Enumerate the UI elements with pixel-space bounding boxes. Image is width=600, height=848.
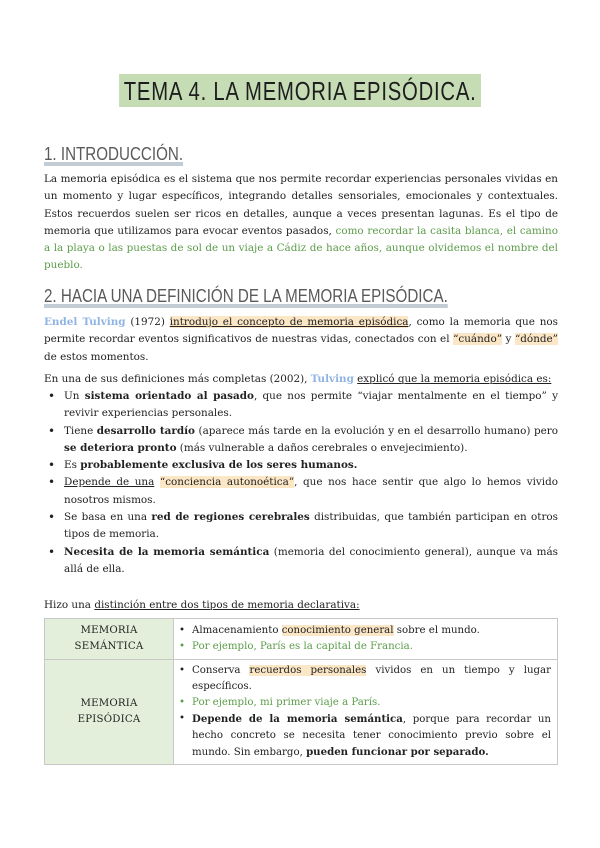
conjunction: y [502, 333, 515, 346]
title-wrap [0, 74, 600, 107]
intro-text: La memoria episódica es el sistema que nos permite recordar experiencias personales vividas en un momento y lugar específicos, integrando detalles sensoriales, emocionales y contextuales. Estos recuerdos suelen ser ricos en detalles, aunque a veces presentan lagunas. Es el tipo de memoria que utilizamos para evocar eventos pasados, [44, 173, 558, 237]
bold-text: red de regiones cerebrales [151, 511, 310, 524]
bold-text: Necesita de la memoria semántica [64, 545, 270, 558]
list-item [174, 711, 551, 761]
list-item [46, 388, 558, 423]
tulving-intro-paragraph [44, 371, 558, 388]
row-label-semantica: MEMORIA SEMÁNTICA [45, 619, 174, 660]
list-item [174, 663, 551, 695]
list-item [46, 474, 558, 509]
comparison-table [44, 618, 558, 765]
tulving-intro-text: En una de sus definiciones más completas (2002), [44, 373, 311, 385]
bold-text: desarrollo tardío [96, 424, 195, 437]
section-heading-definicion: 2. HACIA UNA DEFINICIÓN DE LA MEMORIA EPISÓDICA. [44, 285, 448, 306]
list-item [46, 509, 558, 544]
table-row [45, 660, 558, 765]
highlighted-text: “conciencia autonoética” [159, 476, 295, 489]
highlight-cuando: “cuándo” [453, 333, 503, 346]
text: Es [64, 459, 81, 472]
distinction-paragraph [44, 597, 558, 614]
list-item: • Por ejemplo, mi primer viaje a París. [174, 695, 551, 711]
underlined-text: Depende de una [64, 476, 155, 489]
text: sobre el mundo. [393, 625, 480, 636]
bold-text: pueden funcionar por separado. [306, 746, 489, 758]
underlined-intro: explicó que la memoria episódica es: [357, 373, 552, 385]
bold-text: Depende de la memoria semántica [192, 713, 403, 725]
highlighted-concept: introdujo el concepto de memoria episódica [169, 316, 409, 328]
definition-list [46, 388, 558, 578]
list-item: • Por ejemplo, París es la capital de Francia. [174, 639, 551, 655]
cell-list [174, 623, 551, 655]
page-title: TEMA 4. LA MEMORIA EPISÓDICA. [119, 74, 481, 107]
text: (memoria del conocimiento general), aunque va más allá de ella. [64, 545, 558, 575]
distinction-text: Hizo una [44, 599, 95, 611]
author-year: (1972) [125, 316, 170, 328]
text: distribuidas, que también participan en otros tipos de memoria. [64, 511, 559, 541]
text: , que nos hace sentir que algo lo hemos vivido nosotros mismos. [64, 476, 558, 506]
text: Almacenamiento [192, 625, 282, 636]
text: , que nos permite “viajar mentalmente en el tiempo” y revivir experiencias personales. [64, 390, 559, 420]
cell-list [174, 663, 551, 761]
highlighted-text: conocimiento general [281, 625, 394, 636]
highlight-donde: “dónde” [514, 333, 558, 346]
text: Tiene [64, 424, 97, 437]
text: Un [64, 390, 85, 402]
list-item [174, 623, 551, 639]
definition-text: , como la memoria que nos permite recordar eventos significativos de nuestras vidas, conectados con el [44, 316, 558, 346]
section-heading-introduccion: 1. INTRODUCCIÓN. [44, 143, 184, 164]
bold-text: se deteriora pronto [64, 441, 177, 454]
intro-example: como recordar la casita blanca, el camino a la playa o las puestas de sol de un viaje a Cádiz de hace años, aunque olvidemos el nombre del pueblo. [44, 224, 558, 272]
author-name: Endel Tulving [44, 316, 126, 328]
row-content-semantica [174, 619, 558, 660]
text: vividos en un tiempo y lugar específicos. [192, 665, 551, 692]
row-content-episodica [174, 660, 558, 765]
intro-paragraph [44, 171, 558, 275]
author-name-2: Tulving [310, 373, 354, 385]
text: (aparece más tarde en la evolución y en el desarrollo humano) pero [194, 424, 558, 437]
list-item [46, 457, 558, 474]
bold-text: sistema orientado al pasado [84, 390, 254, 402]
definition-paragraph [44, 314, 558, 366]
text: (más vulnerable a daños cerebrales o envejecimiento). [176, 441, 468, 454]
table-row [45, 619, 558, 660]
text: Conserva [192, 665, 250, 676]
highlighted-text: recuerdos personales [249, 665, 367, 676]
list-item [46, 544, 558, 579]
underlined-distinction: distinción entre dos tipos de memoria declarativa: [94, 599, 360, 611]
text: Se basa en una [64, 511, 152, 524]
bold-text: probablemente exclusiva de los seres humanos. [80, 459, 358, 472]
row-label-episodica: MEMORIA EPISÓDICA [45, 660, 174, 765]
text: , porque para recordar un hecho concreto se necesita tener conocimiento previo sobre el mundo. Sin embargo, [192, 714, 551, 758]
list-item [46, 423, 558, 458]
definition-end: de estos momentos. [44, 350, 149, 363]
